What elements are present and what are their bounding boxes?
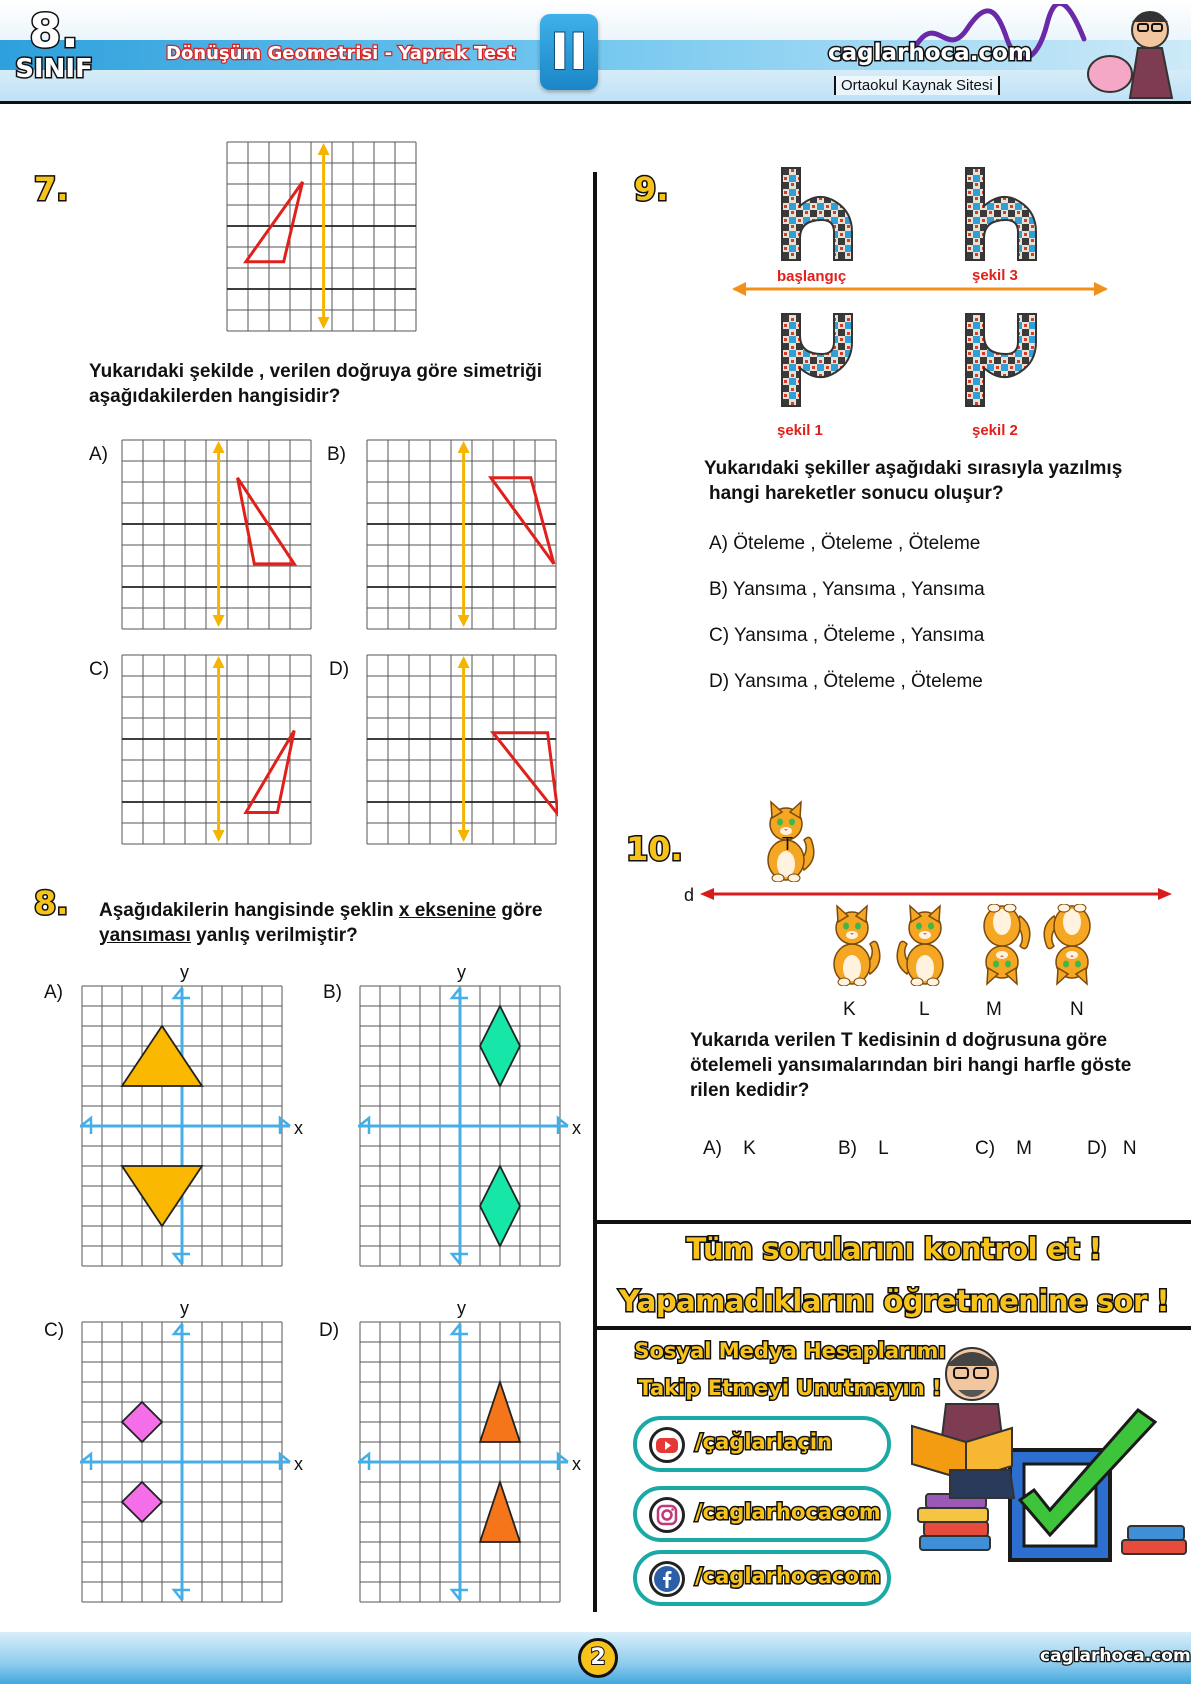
q8-b-y-label: y bbox=[457, 962, 466, 982]
grid-lines bbox=[122, 440, 311, 629]
mirror-line-arrow bbox=[458, 441, 470, 627]
q10-letter-n: N bbox=[1070, 999, 1084, 1020]
cat-m-icon bbox=[968, 904, 1034, 986]
q10-text-line2: ötelemeli yansımalarından biri hangi harfle göste bbox=[690, 1055, 1132, 1076]
q9-option-a[interactable]: A) Öteleme , Öteleme , Öteleme bbox=[709, 533, 981, 554]
youtube-handle: /çağlarlaçin bbox=[695, 1430, 833, 1454]
letter-h-shape3-icon bbox=[966, 168, 1036, 260]
letter-shape2-icon bbox=[966, 314, 1036, 406]
column-divider bbox=[593, 172, 597, 1612]
letter-h-start-icon bbox=[782, 168, 852, 260]
q7-option-a-grid[interactable] bbox=[121, 439, 313, 631]
header-site-name: caglarhoca.com bbox=[828, 40, 1032, 66]
page-header bbox=[0, 0, 1191, 104]
q8-option-b-plot[interactable] bbox=[358, 984, 570, 1272]
facebook-icon bbox=[649, 1561, 685, 1597]
social-title-line2: Takip Etmeyi Unutmayın ! bbox=[638, 1376, 942, 1400]
q9-option-d[interactable]: D) Yansıma , Öteleme , Öteleme bbox=[709, 671, 983, 692]
q8-text-part2: göre bbox=[496, 900, 543, 921]
shape-reflected bbox=[480, 1166, 520, 1246]
q10-cat-label: T bbox=[782, 834, 793, 854]
instagram-link[interactable] bbox=[633, 1486, 891, 1542]
q8-d-x-label: x bbox=[572, 1454, 581, 1474]
shape-original bbox=[480, 1006, 520, 1086]
q8-c-x-label: x bbox=[294, 1454, 303, 1474]
youtube-icon bbox=[649, 1427, 685, 1463]
shape-reflected bbox=[122, 1166, 202, 1226]
instagram-icon bbox=[649, 1497, 685, 1533]
banner-line2: Yapamadıklarını öğretmenine sor ! bbox=[618, 1284, 1170, 1318]
mirror-line-arrow bbox=[458, 656, 470, 842]
q7-option-c-label[interactable]: C) bbox=[89, 659, 110, 680]
q8-text-line1 bbox=[99, 898, 543, 923]
q9-option-b[interactable]: B) Yansıma , Yansıma , Yansıma bbox=[709, 579, 985, 600]
q8-option-c-label[interactable]: C) bbox=[44, 1320, 65, 1341]
q9-label-shape2: şekil 2 bbox=[972, 422, 1018, 439]
triangle-shape bbox=[238, 478, 295, 564]
grid-lines bbox=[367, 655, 556, 844]
q8-a-x-label: x bbox=[294, 1118, 303, 1138]
q10-letter-k: K bbox=[843, 999, 856, 1020]
shape-original bbox=[122, 1402, 162, 1442]
q8-number: 8. bbox=[34, 884, 69, 922]
shape-original bbox=[122, 1026, 202, 1086]
q7-option-b-grid[interactable] bbox=[366, 439, 558, 631]
q7-question-text bbox=[89, 359, 542, 409]
q7-option-b-label[interactable]: B) bbox=[327, 444, 346, 465]
triangle-shape bbox=[246, 731, 294, 813]
q9-text-line1: Yukarıdaki şekiller aşağıdaki sırasıyla yazılmış bbox=[704, 458, 1123, 479]
q10-letter-m: M bbox=[986, 999, 1002, 1020]
triangle-shape bbox=[246, 182, 303, 262]
q7-option-d-grid[interactable] bbox=[366, 654, 558, 846]
q9-figure bbox=[720, 162, 1120, 412]
cat-n-icon bbox=[1040, 904, 1106, 986]
q10-line-label: d bbox=[684, 885, 695, 905]
q7-number: 7. bbox=[34, 170, 69, 208]
q8-option-a-label[interactable]: A) bbox=[44, 982, 63, 1003]
letter-shape1-icon bbox=[782, 314, 852, 406]
mirror-line-arrow bbox=[213, 441, 225, 627]
q10-option-d[interactable]: D) N bbox=[1087, 1138, 1137, 1159]
page-number: 2 bbox=[578, 1638, 618, 1678]
shape-reflected bbox=[122, 1482, 162, 1522]
teacher-mascot-icon bbox=[910, 1330, 1190, 1600]
q9-label-shape3: şekil 3 bbox=[972, 267, 1018, 284]
q9-option-c[interactable]: C) Yansıma , Öteleme , Yansıma bbox=[709, 625, 985, 646]
q10-option-c[interactable]: C) M bbox=[975, 1138, 1032, 1159]
youtube-link[interactable] bbox=[633, 1416, 891, 1472]
q10-text-line3: rilen kedidir? bbox=[690, 1080, 810, 1101]
q7-option-c-grid[interactable] bbox=[121, 654, 313, 846]
coordinate-axes bbox=[80, 988, 290, 1264]
q7-option-a-label[interactable]: A) bbox=[89, 444, 108, 465]
cat-k-icon bbox=[818, 904, 884, 986]
q7-text-line1: Yukarıdaki şekilde , verilen doğruya göre simetriği bbox=[89, 361, 543, 382]
q9-label-start: başlangıç bbox=[777, 268, 847, 285]
mirror-line-arrow bbox=[213, 656, 225, 842]
shape-reflected bbox=[480, 1482, 520, 1542]
worksheet-title: Dönüşüm Geometrisi - Yaprak Test bbox=[166, 43, 516, 64]
grade-label: SINIF bbox=[15, 54, 93, 84]
test-number: II bbox=[540, 14, 598, 90]
divider-top-banner bbox=[597, 1220, 1191, 1224]
q7-main-grid bbox=[226, 141, 418, 333]
q8-option-c-plot[interactable] bbox=[80, 1320, 292, 1608]
q10-question-text bbox=[690, 1028, 1131, 1103]
q10-d-line bbox=[698, 884, 1174, 904]
q7-option-d-label[interactable]: D) bbox=[329, 659, 350, 680]
q8-option-b-label[interactable]: B) bbox=[323, 982, 342, 1003]
q7-text-line2: aşağıdakilerden hangisidir? bbox=[89, 386, 341, 407]
q8-option-d-label[interactable]: D) bbox=[319, 1320, 340, 1341]
shape-original bbox=[480, 1382, 520, 1442]
q8-a-y-label: y bbox=[180, 962, 189, 982]
coordinate-axes bbox=[80, 1324, 290, 1600]
q8-option-d-plot[interactable] bbox=[358, 1320, 570, 1608]
triangle-shape bbox=[491, 478, 554, 564]
q10-text-line1: Yukarıda verilen T kedisinin d doğrusuna göre bbox=[690, 1030, 1108, 1051]
q9-question-text bbox=[704, 456, 1122, 506]
q10-letter-l: L bbox=[919, 999, 930, 1020]
q8-text-part1: Aşağıdakilerin hangisinde şeklin bbox=[99, 900, 399, 921]
q10-number: 10. bbox=[626, 830, 683, 868]
q8-b-x-label: x bbox=[572, 1118, 581, 1138]
q10-option-a[interactable]: A) K bbox=[703, 1138, 756, 1159]
grade-badge bbox=[14, 4, 94, 84]
q10-option-b[interactable]: B) L bbox=[838, 1138, 889, 1159]
q9-text-line2: hangi hareketler sonucu oluşur? bbox=[709, 483, 1004, 504]
header-site-subtitle: Ortaokul Kaynak Sitesi bbox=[834, 76, 1000, 95]
mirror-line-arrow bbox=[318, 143, 330, 329]
footer-site-name: caglarhoca.com bbox=[1040, 1646, 1191, 1666]
instagram-handle: /caglarhocacom bbox=[695, 1500, 881, 1524]
q8-text-line2 bbox=[99, 923, 543, 948]
q9-label-shape1: şekil 1 bbox=[777, 422, 823, 439]
q8-option-a-plot[interactable] bbox=[80, 984, 292, 1272]
facebook-handle: /caglarhocacom bbox=[695, 1564, 881, 1588]
grid-lines bbox=[367, 440, 556, 629]
social-title-line1: Sosyal Medya Hesaplarımı bbox=[634, 1339, 946, 1363]
grid-lines bbox=[227, 142, 416, 331]
q8-question-text bbox=[99, 898, 543, 948]
facebook-link[interactable] bbox=[633, 1550, 891, 1606]
q8-text-part3: yanlış verilmiştir? bbox=[190, 925, 358, 946]
grade-number: 8. bbox=[29, 4, 79, 58]
banner-line1: Tüm sorularını kontrol et ! bbox=[686, 1232, 1102, 1266]
q8-d-y-label: y bbox=[457, 1298, 466, 1318]
q8-text-underlined1: x eksenine bbox=[398, 900, 497, 921]
cat-l-icon bbox=[893, 904, 959, 986]
teacher-avatar-icon bbox=[1080, 2, 1190, 102]
coordinate-axes bbox=[358, 988, 568, 1264]
coordinate-axes bbox=[358, 1324, 568, 1600]
q8-text-underlined2: yansıması bbox=[99, 925, 191, 946]
q8-c-y-label: y bbox=[180, 1298, 189, 1318]
q9-number: 9. bbox=[634, 170, 669, 208]
page-footer bbox=[0, 1632, 1191, 1684]
